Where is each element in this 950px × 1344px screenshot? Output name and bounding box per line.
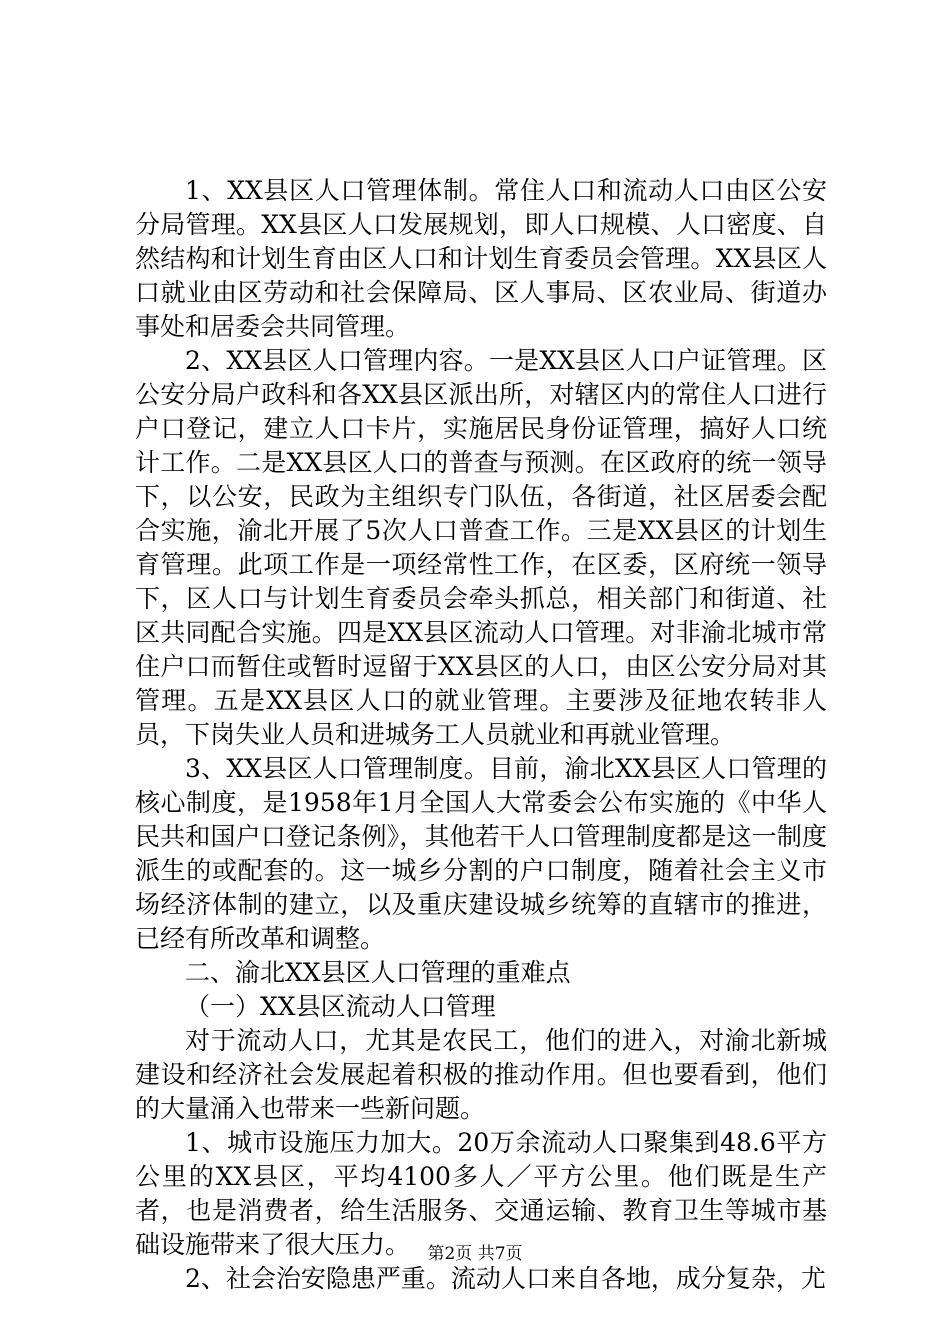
- paragraph-public-security: 2、社会治安隐患严重。流动人口来自各地，成分复杂，尤: [185, 1264, 826, 1293]
- subsection-heading-floating-population: （一）XX县区流动人口管理: [185, 992, 496, 1021]
- paragraph-floating-population-intro: 对于流动人口，尤其是农民工，他们的进入，对渝北新城建设和经济社会发展起着积极的推动作用。但也要看到，他们的大量涌入也带来一些新问题。: [135, 1026, 827, 1123]
- paragraph-infrastructure-pressure: 1、城市设施压力加大。20万余流动人口聚集到48.6平方公里的XX县区，平均4100多人／平方公里。他们既是生产者，也是消费者，给生活服务、交通运输、教育卫生等城市基础设施带来了很大压力。: [135, 1128, 827, 1259]
- document-body: [135, 174, 827, 1296]
- paragraph-population-management-system: 1、XX县区人口管理体制。常住人口和流动人口由区公安分局管理。XX县区人口发展规划，即人口规模、人口密度、自然结构和计划生育由区人口和计划生育委员会管理。XX县区人口就业由区劳动和社会保障局、区人事局、区农业局、街道办事处和居委会共同管理。: [135, 176, 827, 341]
- paragraph-population-management-rules: 3、XX县区人口管理制度。目前，渝北XX县区人口管理的核心制度，是1958年1月全国人大常委会公布实施的《中华人民共和国户口登记条例》，其他若干人口管理制度都是这一制度派生的或配套的。这一城乡分割的户口制度，随着社会主义市场经济体制的建立，以及重庆建设城乡统筹的直辖市的推进，已经有所改革和调整。: [135, 754, 827, 953]
- page-footer: 第2页 共7页: [427, 1244, 523, 1264]
- paragraph-population-management-content: 2、XX县区人口管理内容。一是XX县区人口户证管理。区公安分局户政科和各XX县区派出所，对辖区内的常住人口进行户口登记，建立人口卡片，实施居民身份证管理，搞好人口统计工作。二是XX县区人口的普查与预测。在区政府的统一领导下，以公安，民政为主组织专门队伍，各街道，社区居委会配合实施，渝北开展了5次人口普查工作。三是XX县区的计划生育管理。此项工作是一项经常性工作，在区委，区府统一领导下，区人口与计划生育委员会牵头抓总，相关部门和街道、社区共同配合实施。四是XX县区流动人口管理。对非渝北城市常住户口而暂住或暂时逗留于XX县区的人口，由区公安分局对其管理。五是XX县区人口的就业管理。主要涉及征地农转非人员，下岗失业人员和进城务工人员就业和再就业管理。: [135, 346, 827, 749]
- section-heading-key-difficulties: 二、渝北XX县区人口管理的重难点: [185, 958, 571, 987]
